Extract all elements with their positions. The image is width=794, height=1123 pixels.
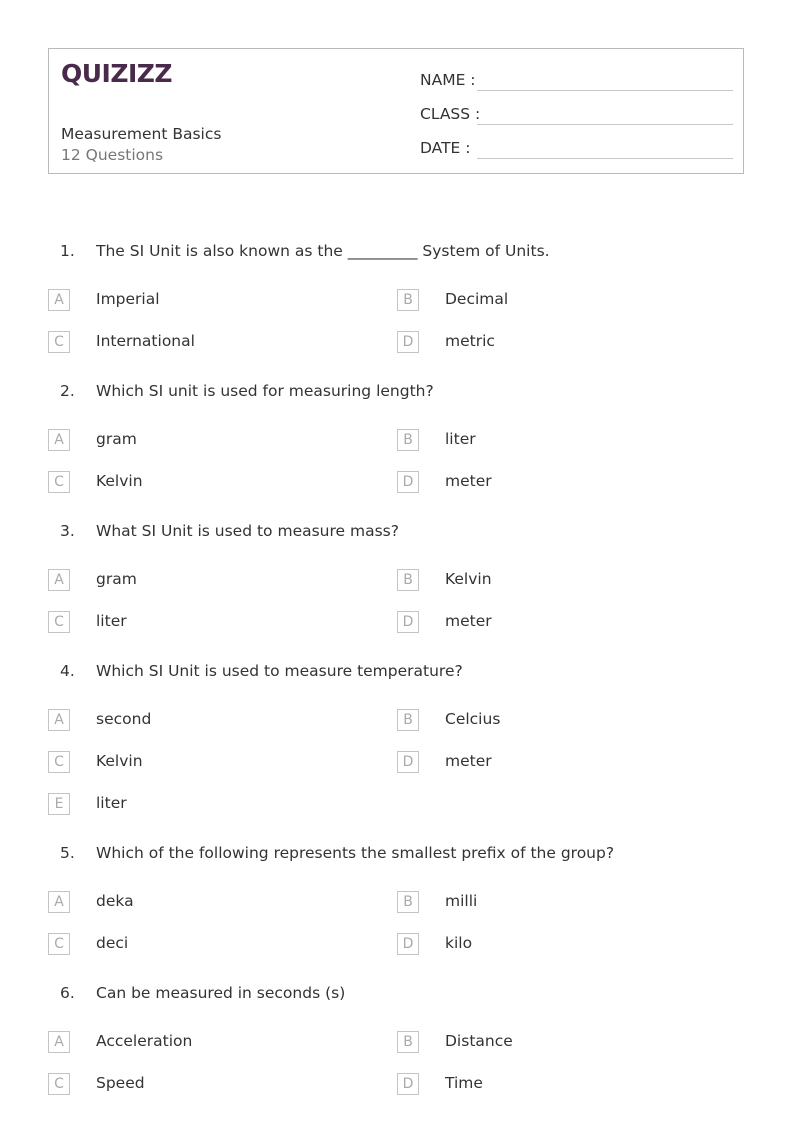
option-letter: B <box>397 289 419 311</box>
option-letter: C <box>48 471 70 493</box>
option-text: Speed <box>96 1074 145 1092</box>
option-letter: B <box>397 709 419 731</box>
option-text: second <box>96 710 152 728</box>
worksheet-header <box>48 48 744 174</box>
question-text: Which SI Unit is used to measure temperature? <box>96 662 463 680</box>
option-letter: C <box>48 1073 70 1095</box>
option-text: liter <box>445 430 476 448</box>
option-text: meter <box>445 612 492 630</box>
question-number: 2. <box>60 382 75 400</box>
class-label: CLASS : <box>420 105 481 123</box>
option-text: milli <box>445 892 478 910</box>
question-text: Can be measured in seconds (s) <box>96 984 346 1002</box>
name-line <box>477 90 733 91</box>
question-text: The SI Unit is also known as the _________ System of Units. <box>96 242 550 260</box>
name-label: NAME : <box>420 71 476 89</box>
class-line <box>477 124 733 125</box>
date-label: DATE : <box>420 139 471 157</box>
option-letter: B <box>397 891 419 913</box>
option-text: Kelvin <box>96 472 143 490</box>
option-letter: D <box>397 1073 419 1095</box>
question-number: 6. <box>60 984 75 1002</box>
option-text: Kelvin <box>445 570 492 588</box>
option-letter: D <box>397 331 419 353</box>
option-letter: A <box>48 429 70 451</box>
option-text: meter <box>445 752 492 770</box>
question-count: 12 Questions <box>61 146 164 164</box>
question-text: What SI Unit is used to measure mass? <box>96 522 399 540</box>
option-letter: B <box>397 429 419 451</box>
option-letter: A <box>48 289 70 311</box>
option-text: gram <box>96 570 137 588</box>
option-text: Imperial <box>96 290 160 308</box>
option-letter: A <box>48 569 70 591</box>
option-letter: C <box>48 933 70 955</box>
option-letter: C <box>48 611 70 633</box>
option-text: Kelvin <box>96 752 143 770</box>
option-letter: E <box>48 793 70 815</box>
option-text: kilo <box>445 934 473 952</box>
option-letter: C <box>48 331 70 353</box>
option-text: International <box>96 332 195 350</box>
option-letter: B <box>397 569 419 591</box>
question-text: Which of the following represents the smallest prefix of the group? <box>96 844 615 862</box>
option-text: deci <box>96 934 129 952</box>
date-line <box>477 158 733 159</box>
question-number: 1. <box>60 242 75 260</box>
option-letter: D <box>397 751 419 773</box>
class-field[interactable] <box>420 99 733 125</box>
option-letter: D <box>397 611 419 633</box>
option-letter: A <box>48 891 70 913</box>
option-text: liter <box>96 612 127 630</box>
question-number: 5. <box>60 844 75 862</box>
option-text: Acceleration <box>96 1032 193 1050</box>
option-text: Time <box>445 1074 483 1092</box>
worksheet-title: Measurement Basics <box>61 125 222 143</box>
option-text: Distance <box>445 1032 513 1050</box>
option-text: deka <box>96 892 134 910</box>
question-text: Which SI unit is used for measuring length? <box>96 382 434 400</box>
option-text: metric <box>445 332 495 350</box>
question-number: 4. <box>60 662 75 680</box>
quizizz-logo: QUIZIZZ <box>61 59 173 88</box>
option-text: gram <box>96 430 137 448</box>
option-text: Decimal <box>445 290 509 308</box>
name-field[interactable] <box>420 65 733 91</box>
option-text: liter <box>96 794 127 812</box>
option-letter: A <box>48 1031 70 1053</box>
option-text: Celcius <box>445 710 501 728</box>
option-letter: B <box>397 1031 419 1053</box>
option-letter: D <box>397 471 419 493</box>
option-text: meter <box>445 472 492 490</box>
option-letter: C <box>48 751 70 773</box>
question-number: 3. <box>60 522 75 540</box>
option-letter: D <box>397 933 419 955</box>
date-field[interactable] <box>420 133 733 159</box>
option-letter: A <box>48 709 70 731</box>
